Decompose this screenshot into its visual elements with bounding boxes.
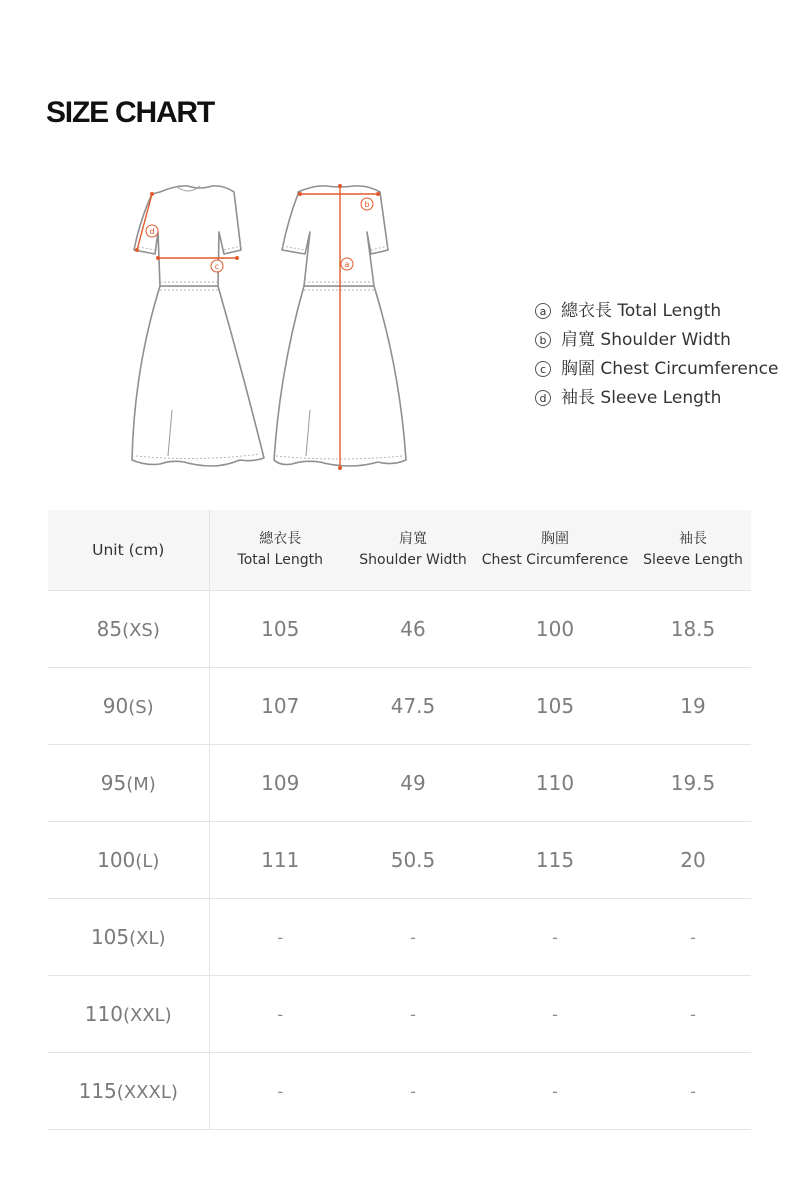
sleeve-length-cell: 18.5	[635, 591, 751, 668]
column-header-chest: 胸圍 Chest Circumference	[475, 510, 635, 591]
shoulder-width-cell: 50.5	[351, 822, 475, 899]
table-row	[48, 1053, 751, 1130]
table-header-row	[48, 510, 751, 591]
legend-item: a 總衣長 Total Length	[535, 296, 778, 325]
table-row	[48, 822, 751, 899]
total-length-cell: 107	[209, 668, 351, 745]
measurement-legend	[535, 296, 778, 412]
page-title: SIZE CHART	[46, 96, 215, 129]
total-length-cell: 105	[209, 591, 351, 668]
shoulder-width-cell: 47.5	[351, 668, 475, 745]
legend-item: c 胸圍 Chest Circumference	[535, 354, 778, 383]
marker-c-icon: c	[535, 361, 551, 377]
size-table	[48, 510, 751, 1130]
marker-a: a	[344, 260, 350, 269]
shoulder-width-cell: -	[351, 899, 475, 976]
sleeve-length-cell: 19.5	[635, 745, 751, 822]
marker-b: b	[364, 200, 370, 209]
sleeve-length-cell: -	[635, 899, 751, 976]
chest-cell: 105	[475, 668, 635, 745]
marker-a-icon: a	[535, 303, 551, 319]
size-cell: 105(XL)	[48, 899, 209, 976]
chest-cell: -	[475, 976, 635, 1053]
chest-cell: 115	[475, 822, 635, 899]
table-row	[48, 591, 751, 668]
chest-cell: -	[475, 1053, 635, 1130]
column-header-sleeve-length: 袖長 Sleeve Length	[635, 510, 751, 591]
size-cell: 95(M)	[48, 745, 209, 822]
size-cell: 110(XXL)	[48, 976, 209, 1053]
unit-header: Unit (cm)	[48, 510, 209, 591]
table-row	[48, 976, 751, 1053]
size-cell: 90(S)	[48, 668, 209, 745]
total-length-cell: -	[209, 976, 351, 1053]
dress-diagram	[120, 170, 420, 480]
chest-cell: 100	[475, 591, 635, 668]
shoulder-width-cell: -	[351, 1053, 475, 1130]
legend-item: d 袖長 Sleeve Length	[535, 383, 778, 412]
sleeve-length-cell: 20	[635, 822, 751, 899]
total-length-cell: 109	[209, 745, 351, 822]
marker-d-icon: d	[535, 390, 551, 406]
total-length-cell: -	[209, 899, 351, 976]
chest-cell: 110	[475, 745, 635, 822]
shoulder-width-cell: -	[351, 976, 475, 1053]
chest-cell: -	[475, 899, 635, 976]
total-length-cell: -	[209, 1053, 351, 1130]
table-row	[48, 899, 751, 976]
sleeve-length-cell: 19	[635, 668, 751, 745]
column-header-shoulder-width: 肩寬 Shoulder Width	[351, 510, 475, 591]
marker-c: c	[214, 262, 220, 271]
table-row	[48, 745, 751, 822]
total-length-cell: 111	[209, 822, 351, 899]
column-header-total-length: 總衣長 Total Length	[209, 510, 351, 591]
shoulder-width-cell: 46	[351, 591, 475, 668]
table-row	[48, 668, 751, 745]
size-cell: 100(L)	[48, 822, 209, 899]
legend-item: b 肩寬 Shoulder Width	[535, 325, 778, 354]
sleeve-length-cell: -	[635, 976, 751, 1053]
front-skirt	[132, 286, 264, 466]
sleeve-length-cell: -	[635, 1053, 751, 1130]
marker-d: d	[149, 227, 155, 236]
shoulder-width-cell: 49	[351, 745, 475, 822]
marker-b-icon: b	[535, 332, 551, 348]
size-cell: 115(XXXL)	[48, 1053, 209, 1130]
size-cell: 85(XS)	[48, 591, 209, 668]
